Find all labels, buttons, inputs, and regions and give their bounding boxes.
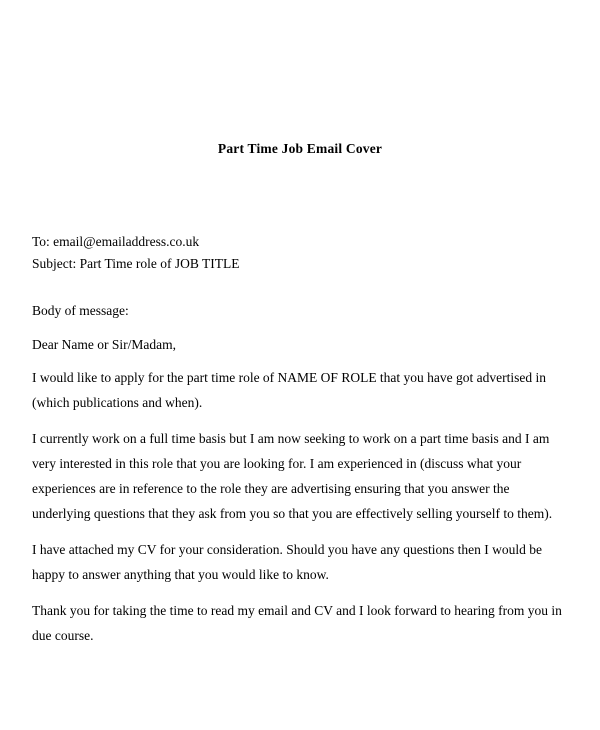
body-paragraph-4: Thank you for taking the time to read my email and CV and I look forward to hearing from you in due course. [32,603,562,643]
document-content [32,0,568,648]
email-subject-line: Subject: Part Time role of JOB TITLE [32,256,240,271]
body-of-message-label: Body of message: [32,303,129,318]
body-paragraph-1: I would like to apply for the part time role of NAME OF ROLE that you have got advertised in (which publications and when). [32,370,547,410]
email-header-block [32,231,568,275]
body-paragraph-2: I currently work on a full time basis but I am now seeking to work on a part time basis and I am very interested in this role that you are looking for. I am experienced in (discuss what your experiences are in reference to the role they are advertising ensuring that you answer the underlying questions that they ask from you so that you are effectively selling yourself to them). [32,431,553,521]
body-paragraph-3: I have attached my CV for your consideration. Should you have any questions then I would be happy to answer anything that you would like to know. [32,542,543,582]
salutation-line: Dear Name or Sir/Madam, [32,337,176,352]
page-title: Part Time Job Email Cover [217,141,383,156]
email-to-line: To: email@emailaddress.co.uk [32,234,200,249]
